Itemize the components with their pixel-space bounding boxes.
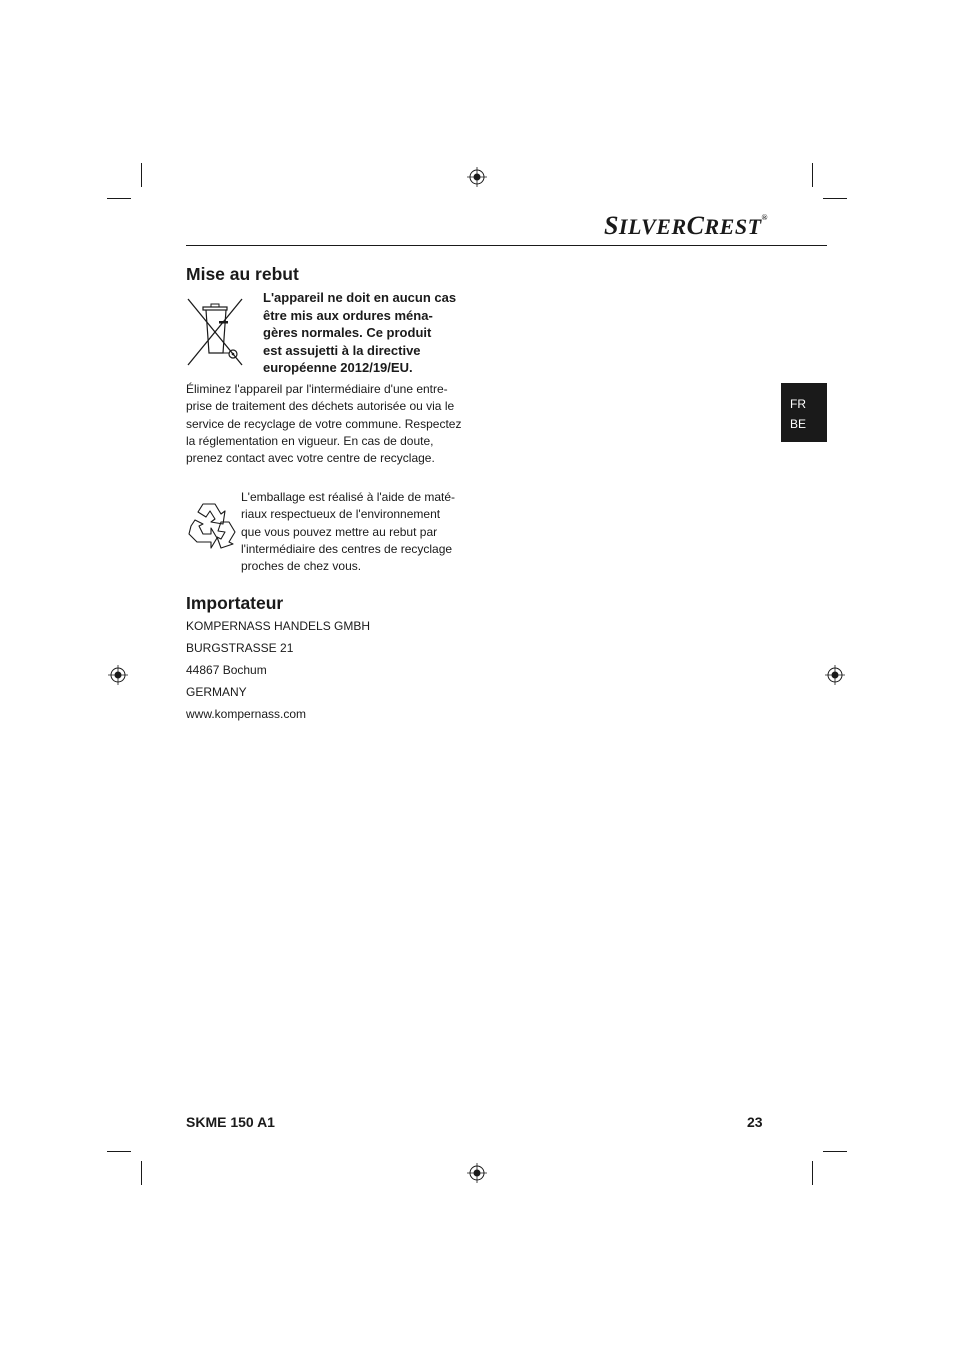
crop-mark bbox=[812, 1161, 813, 1185]
footer-model-number: SKME 150 A1 bbox=[186, 1114, 275, 1130]
importer-website[interactable]: www.kompernass.com bbox=[186, 707, 307, 721]
importer-country: GERMANY bbox=[186, 685, 247, 699]
crop-mark bbox=[141, 1161, 142, 1185]
registration-mark-icon bbox=[467, 1163, 487, 1183]
crop-mark bbox=[141, 163, 142, 187]
crop-mark bbox=[823, 1151, 847, 1152]
page-number: 23 bbox=[747, 1114, 763, 1130]
language-tab: FR BE bbox=[781, 383, 827, 442]
section-title-importer: Importateur bbox=[186, 593, 284, 613]
packaging-note: L'emballage est réalisé à l'aide de maté- riaux respectueux de l'environnement que vous pouvez mettre au rebut par l'intermédiaire des centres de recyclage proches de chez vous. bbox=[241, 490, 456, 574]
registration-mark-icon bbox=[825, 665, 845, 685]
disposal-warning: L'appareil ne doit en aucun cas être mis aux ordures ména- gères normales. Ce produit est assujetti à la directive européenne 2012/19/EU. bbox=[263, 290, 457, 375]
importer-city: 44867 Bochum bbox=[186, 663, 267, 677]
crop-mark bbox=[812, 163, 813, 187]
header-divider bbox=[186, 245, 827, 246]
importer-company: KOMPERNASS HANDELS GMBH bbox=[186, 619, 371, 633]
importer-street: BURGSTRASSE 21 bbox=[186, 641, 294, 655]
crop-mark bbox=[107, 1151, 131, 1152]
crop-mark bbox=[107, 198, 131, 199]
recycling-icon bbox=[185, 500, 239, 552]
disposal-instructions: Éliminez l'appareil par l'intermédiaire d'une entre- prise de traitement des déchets autorisée ou via le service de recyclage de votre commune. Respectez la réglementation en vigueur. En cas de doute, prenez contact avec votre centre de recyclage. bbox=[186, 382, 462, 466]
crossed-bin-icon bbox=[185, 297, 245, 367]
section-title-disposal: Mise au rebut bbox=[186, 264, 299, 284]
registration-mark-icon bbox=[108, 665, 128, 685]
brand-logo: SILVERCREST® bbox=[603, 211, 768, 240]
crop-mark bbox=[823, 198, 847, 199]
registration-mark-icon bbox=[467, 167, 487, 187]
